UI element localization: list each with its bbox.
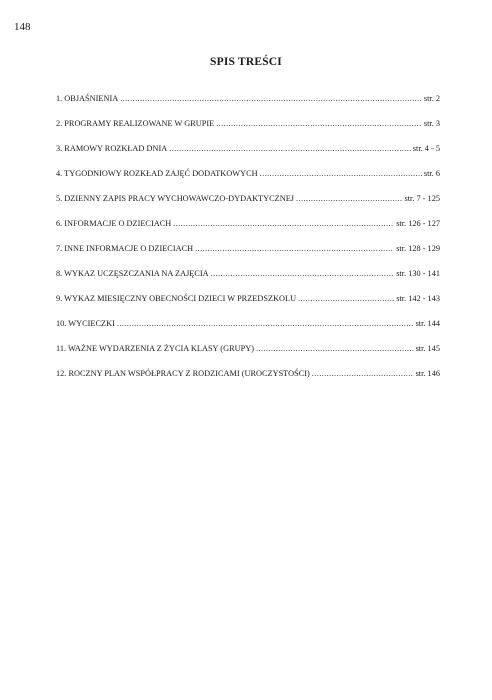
toc-leader-dots bbox=[117, 319, 414, 328]
toc-entry bbox=[56, 244, 440, 269]
toc-entry-label: 4. TYGODNIOWY ROZKŁAD ZAJĘĆ DODATKOWYCH bbox=[56, 169, 258, 178]
toc-entry bbox=[56, 294, 440, 319]
toc-entry-page: str. 2 bbox=[423, 94, 440, 103]
toc-leader-dots bbox=[260, 169, 422, 178]
toc-entry-label: 6. INFORMACJE O DZIECIACH bbox=[56, 219, 172, 228]
toc-entry-label: 3. RAMOWY ROZKŁAD DNIA bbox=[56, 144, 168, 153]
toc-entry-label: 5. DZIENNY ZAPIS PRACY WYCHOWAWCZO-DYDAKTYCZNEJ bbox=[56, 194, 295, 203]
toc-leader-dots bbox=[120, 94, 422, 103]
toc-entry-page: str. 145 bbox=[415, 344, 440, 353]
toc-entry-page: str. 146 bbox=[415, 369, 440, 378]
toc-leader-dots bbox=[296, 194, 402, 203]
toc-leader-dots bbox=[256, 344, 414, 353]
toc-entry-page: str. 3 bbox=[423, 119, 440, 128]
toc-leader-dots bbox=[211, 269, 395, 278]
toc-entry-label: 1. OBJAŚNIENIA bbox=[56, 94, 119, 103]
toc-entry-label: 2. PROGRAMY REALIZOWANE W GRUPIE bbox=[56, 119, 215, 128]
toc-entry-label: 7. INNE INFORMACJE O DZIECIACH bbox=[56, 244, 194, 253]
toc-entry bbox=[56, 144, 440, 169]
toc-entry-label: 12. ROCZNY PLAN WSPÓŁPRACY Z RODZICAMI (UROCZYSTOŚCI) bbox=[56, 369, 310, 378]
toc-entry bbox=[56, 169, 440, 194]
page-number: 148 bbox=[14, 21, 31, 33]
toc-entry bbox=[56, 94, 440, 119]
toc-entry bbox=[56, 269, 440, 294]
toc-entry-label: 9. WYKAZ MIESIĘCZNY OBECNOŚCI DZIECI W PRZEDSZKOLU bbox=[56, 294, 297, 303]
toc-entry-page: str. 126 - 127 bbox=[396, 219, 440, 228]
toc-entry-page: str. 6 bbox=[423, 169, 440, 178]
toc-entry-page: str. 4 - 5 bbox=[412, 144, 440, 153]
toc-entry bbox=[56, 119, 440, 144]
toc-leader-dots bbox=[312, 369, 414, 378]
toc-entry bbox=[56, 219, 440, 244]
toc-leader-dots bbox=[298, 294, 394, 303]
toc-leader-dots bbox=[173, 219, 394, 228]
toc-entry-page: str. 128 - 129 bbox=[396, 244, 440, 253]
toc-entry-label: 8. WYKAZ UCZĘSZCZANIA NA ZAJĘCIA bbox=[56, 269, 209, 278]
toc-entry bbox=[56, 319, 440, 344]
toc-entry-page: str. 144 bbox=[415, 319, 440, 328]
toc-entry-label: 11. WAŻNE WYDARZENIA Z ŻYCIA KLASY (GRUPY) bbox=[56, 344, 254, 353]
table-of-contents bbox=[56, 94, 440, 394]
page-title: SPIS TREŚCI bbox=[210, 56, 282, 68]
toc-entry bbox=[56, 344, 440, 369]
toc-entry bbox=[56, 194, 440, 219]
toc-entry-page: str. 142 - 143 bbox=[396, 294, 440, 303]
toc-entry bbox=[56, 369, 440, 394]
toc-leader-dots bbox=[216, 119, 422, 128]
toc-entry-label: 10. WYCIECZKI bbox=[56, 319, 115, 328]
toc-leader-dots bbox=[195, 244, 394, 253]
toc-leader-dots bbox=[169, 144, 411, 153]
toc-entry-page: str. 130 - 141 bbox=[396, 269, 440, 278]
toc-entry-page: str. 7 - 125 bbox=[404, 194, 440, 203]
